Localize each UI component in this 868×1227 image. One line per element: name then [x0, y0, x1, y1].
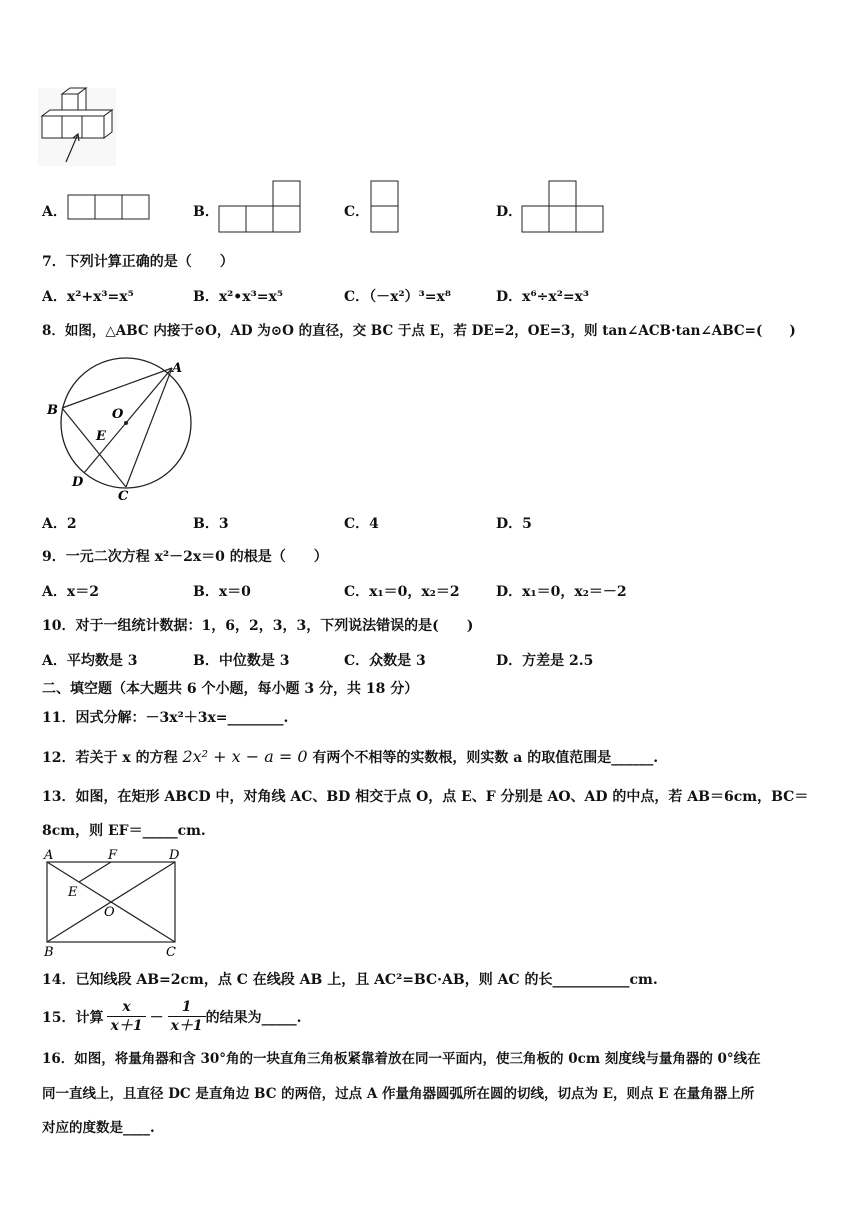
q12-pre: 12．若关于 x 的方程 [42, 750, 178, 766]
q8-stem: 8．如图，△ABC 内接于⊙O，AD 为⊙O 的直径，交 BC 于点 E，若 DE=2，OE=3，则 tan∠ACB·tan∠ABC=( ) [42, 323, 796, 339]
q16-line1: 16．如图，将量角器和含 30°角的一块直角三角板紧靠着放在同一平面内，使三角板的 0cm 刻度线与量角器的 0°线在 [42, 1051, 761, 1067]
q13-label-c: C [166, 945, 176, 960]
q12-stem [42, 747, 658, 767]
q16-line3: 对应的度数是____. [42, 1120, 155, 1136]
q7-stem: 7．下列计算正确的是（ ） [42, 254, 234, 270]
q13-line2: 8cm，则 EF＝_____cm. [42, 823, 206, 839]
q15-frac2-numerator: 1 [168, 998, 206, 1017]
q14-stem: 14．已知线段 AB=2cm，点 C 在线段 AB 上，且 AC²=BC·AB，则 AC 的长___________cm. [42, 972, 658, 988]
q9-option-a[interactable]: A．x＝2 [42, 584, 99, 600]
q8-label-a: A [172, 361, 183, 376]
q15-frac1-numerator: x [107, 998, 145, 1017]
q6-option-b-figure [218, 180, 302, 234]
q8-label-d: D [72, 475, 84, 490]
q10-option-d[interactable]: D．方差是 2.5 [496, 653, 594, 669]
q15-stem [42, 998, 302, 1035]
q12-equation: 2x² + x − a = 0 [182, 747, 308, 766]
q15-pre: 15．计算 [42, 1009, 104, 1026]
q6-option-c-figure [370, 180, 400, 234]
q9-option-c[interactable]: C．x₁＝0，x₂＝2 [344, 584, 460, 600]
q8-option-b[interactable]: B．3 [193, 516, 229, 532]
q13-rectangle-figure [42, 848, 192, 960]
q15-minus: － [149, 1009, 164, 1026]
q6-option-a-label[interactable]: A． [42, 204, 67, 220]
section2-heading: 二、填空题（本大题共 6 个小题，每小题 3 分，共 18 分） [42, 681, 419, 697]
q15-fraction-2 [168, 998, 206, 1035]
q8-option-a[interactable]: A．2 [42, 516, 77, 532]
q8-label-b: B [47, 403, 58, 418]
q6-option-a-figure [67, 194, 151, 220]
q9-option-d[interactable]: D．x₁＝0，x₂＝－2 [496, 584, 627, 600]
q15-frac1-denominator: x＋1 [110, 1018, 143, 1034]
q9-option-b[interactable]: B．x＝0 [193, 584, 251, 600]
q6-solid-figure [38, 88, 118, 168]
q8-label-e: E [96, 429, 106, 444]
q13-label-a: A [44, 848, 54, 863]
q7-option-d[interactable]: D．x⁶÷x²=x³ [496, 289, 590, 305]
q11-stem: 11．因式分解：－3x²＋3x=________. [42, 710, 289, 726]
q6-option-d-label[interactable]: D． [496, 204, 523, 220]
q15-fraction-1 [107, 998, 145, 1035]
q12-post: 有两个不相等的实数根，则实数 a 的取值范围是______. [312, 750, 659, 766]
q8-circle-figure [44, 358, 204, 508]
q10-option-a[interactable]: A．平均数是 3 [42, 653, 138, 669]
q6-option-c-label[interactable]: C． [344, 204, 370, 220]
q13-label-e: E [68, 885, 78, 900]
q8-option-d[interactable]: D．5 [496, 516, 532, 532]
q7-option-a[interactable]: A．x²+x³=x⁵ [42, 289, 134, 305]
q9-stem: 9．一元二次方程 x²－2x＝0 的根是（ ） [42, 549, 328, 565]
q8-label-o: O [112, 407, 124, 422]
q10-option-c[interactable]: C．众数是 3 [344, 653, 426, 669]
q15-frac2-denominator: x＋1 [170, 1018, 203, 1034]
q7-option-c[interactable]: C．（－x²）³=x⁸ [344, 289, 451, 305]
q13-label-d: D [169, 848, 180, 863]
q8-label-c: C [118, 489, 129, 504]
q7-option-b[interactable]: B．x²•x³=x⁵ [193, 289, 283, 305]
q13-label-f: F [108, 848, 118, 863]
q15-post: 的结果为_____. [205, 1009, 302, 1026]
q13-label-o: O [104, 905, 115, 920]
q10-option-b[interactable]: B．中位数是 3 [193, 653, 290, 669]
q16-line2: 同一直线上，且直径 DC 是直角边 BC 的两倍，过点 A 作量角器圆弧所在圆的切线，切点为 E，则点 E 在量角器上所 [42, 1086, 755, 1102]
q8-option-c[interactable]: C．4 [344, 516, 379, 532]
q10-stem: 10．对于一组统计数据：1，6，2，3，3，下列说法错误的是( ) [42, 618, 474, 634]
q13-label-b: B [44, 945, 54, 960]
q6-option-d-figure [521, 180, 605, 234]
q6-option-b-label[interactable]: B． [193, 204, 219, 220]
q13-line1: 13．如图，在矩形 ABCD 中，对角线 AC、BD 相交于点 O，点 E、F 分别是 AO、AD 的中点，若 AB＝6cm，BC＝ [42, 789, 809, 805]
